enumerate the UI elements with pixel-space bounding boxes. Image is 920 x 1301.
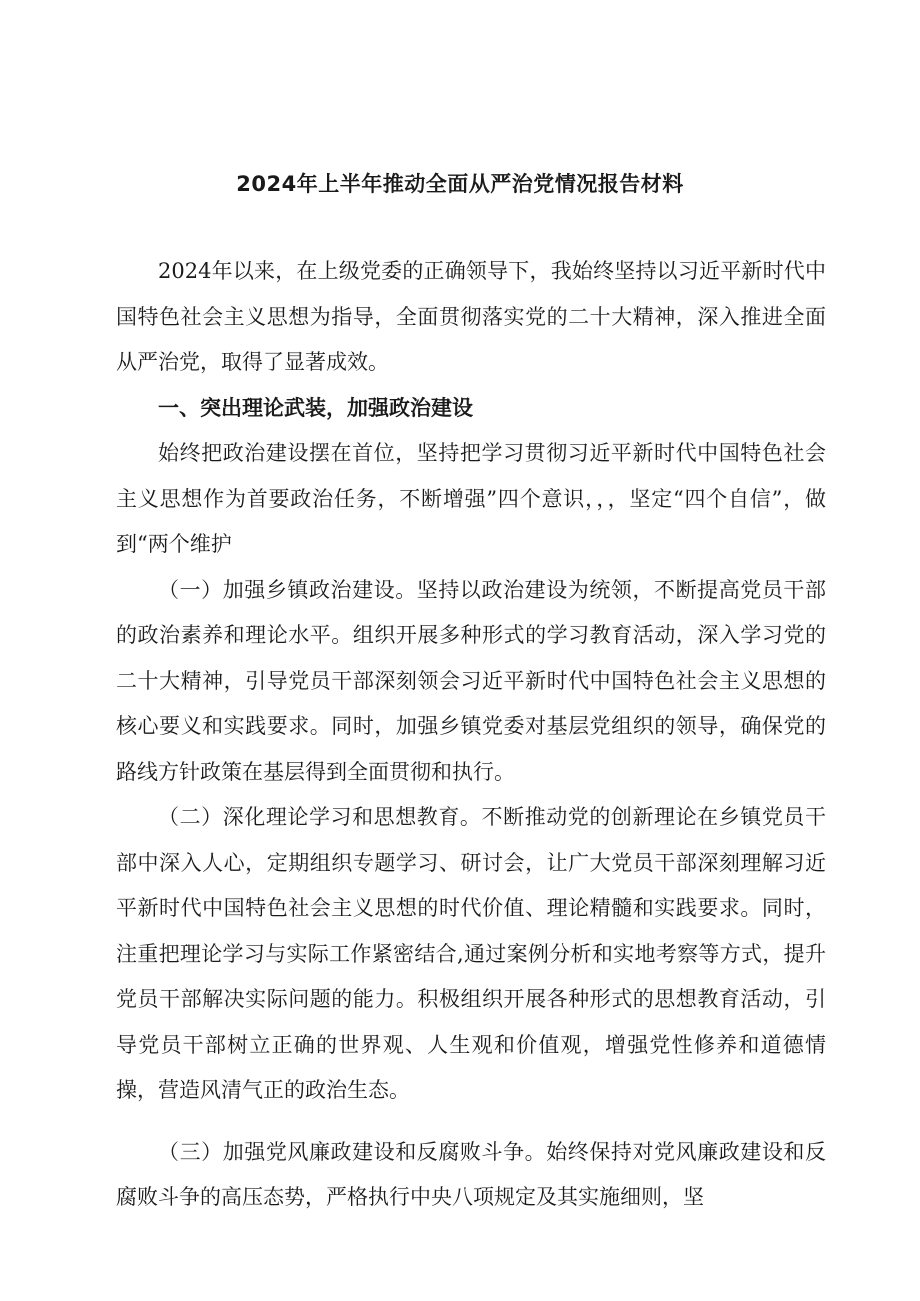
item-1-paragraph: （一）加强乡镇政治建设。坚持以政治建设为统领，不断提高党员干部的政治素养和理论水平。组织开展多种形式的学习教育活动，深入学习党的二十大精神，引导党员干部深刻领会习近平新时代中国特色社会主义思想的核心要义和实践要求。同时，加强乡镇党委对基层党组织的领导，确保党的路线方针政策在基层得到全面贯彻和执行。	[116, 577, 826, 784]
section-1-intro-paragraph: 始终把政治建设摆在首位，坚持把学习贯彻习近平新时代中国特色社会主义思想作为首要政治任务，不断增强”四个意识，，，坚定“四个自信”，做到“两个维护	[116, 441, 826, 556]
document-body	[116, 249, 826, 1221]
item-3-paragraph: （三）加强党风廉政建设和反腐败斗争。始终保持对党风廉政建设和反腐败斗争的高压态势，严格执行中央八项规定及其实施细则，坚	[116, 1139, 826, 1209]
section-heading-1: 一、突出理论武装，加强政治建设	[158, 395, 473, 420]
document-title: 2024年上半年推动全面从严治党情况报告材料	[236, 172, 684, 196]
item-2-paragraph: （二）深化理论学习和思想教育。不断推动党的创新理论在乡镇党员干部中深入人心，定期组织专题学习、研讨会，让广大党员干部深刻理解习近平新时代中国特色社会主义思想的时代价值、理论精髓和实践要求。同时，注重把理论学习与实际工作紧密结合,通过案例分析和实地考察等方式，提升党员干部解决实际问题的能力。积极组织开展各种形式的思想教育活动，引导党员干部树立正确的世界观、人生观和价值观，增强党性修养和道德情操，营造风清气正的政治生态。	[116, 805, 826, 1102]
paragraph-gap	[116, 1114, 826, 1130]
intro-paragraph: 2024年以来，在上级党委的正确领导下，我始终坚持以习近平新时代中国特色社会主义思想为指导，全面贯彻落实党的二十大精神，深入推进全面从严治党，取得了显著成效。	[116, 259, 826, 374]
